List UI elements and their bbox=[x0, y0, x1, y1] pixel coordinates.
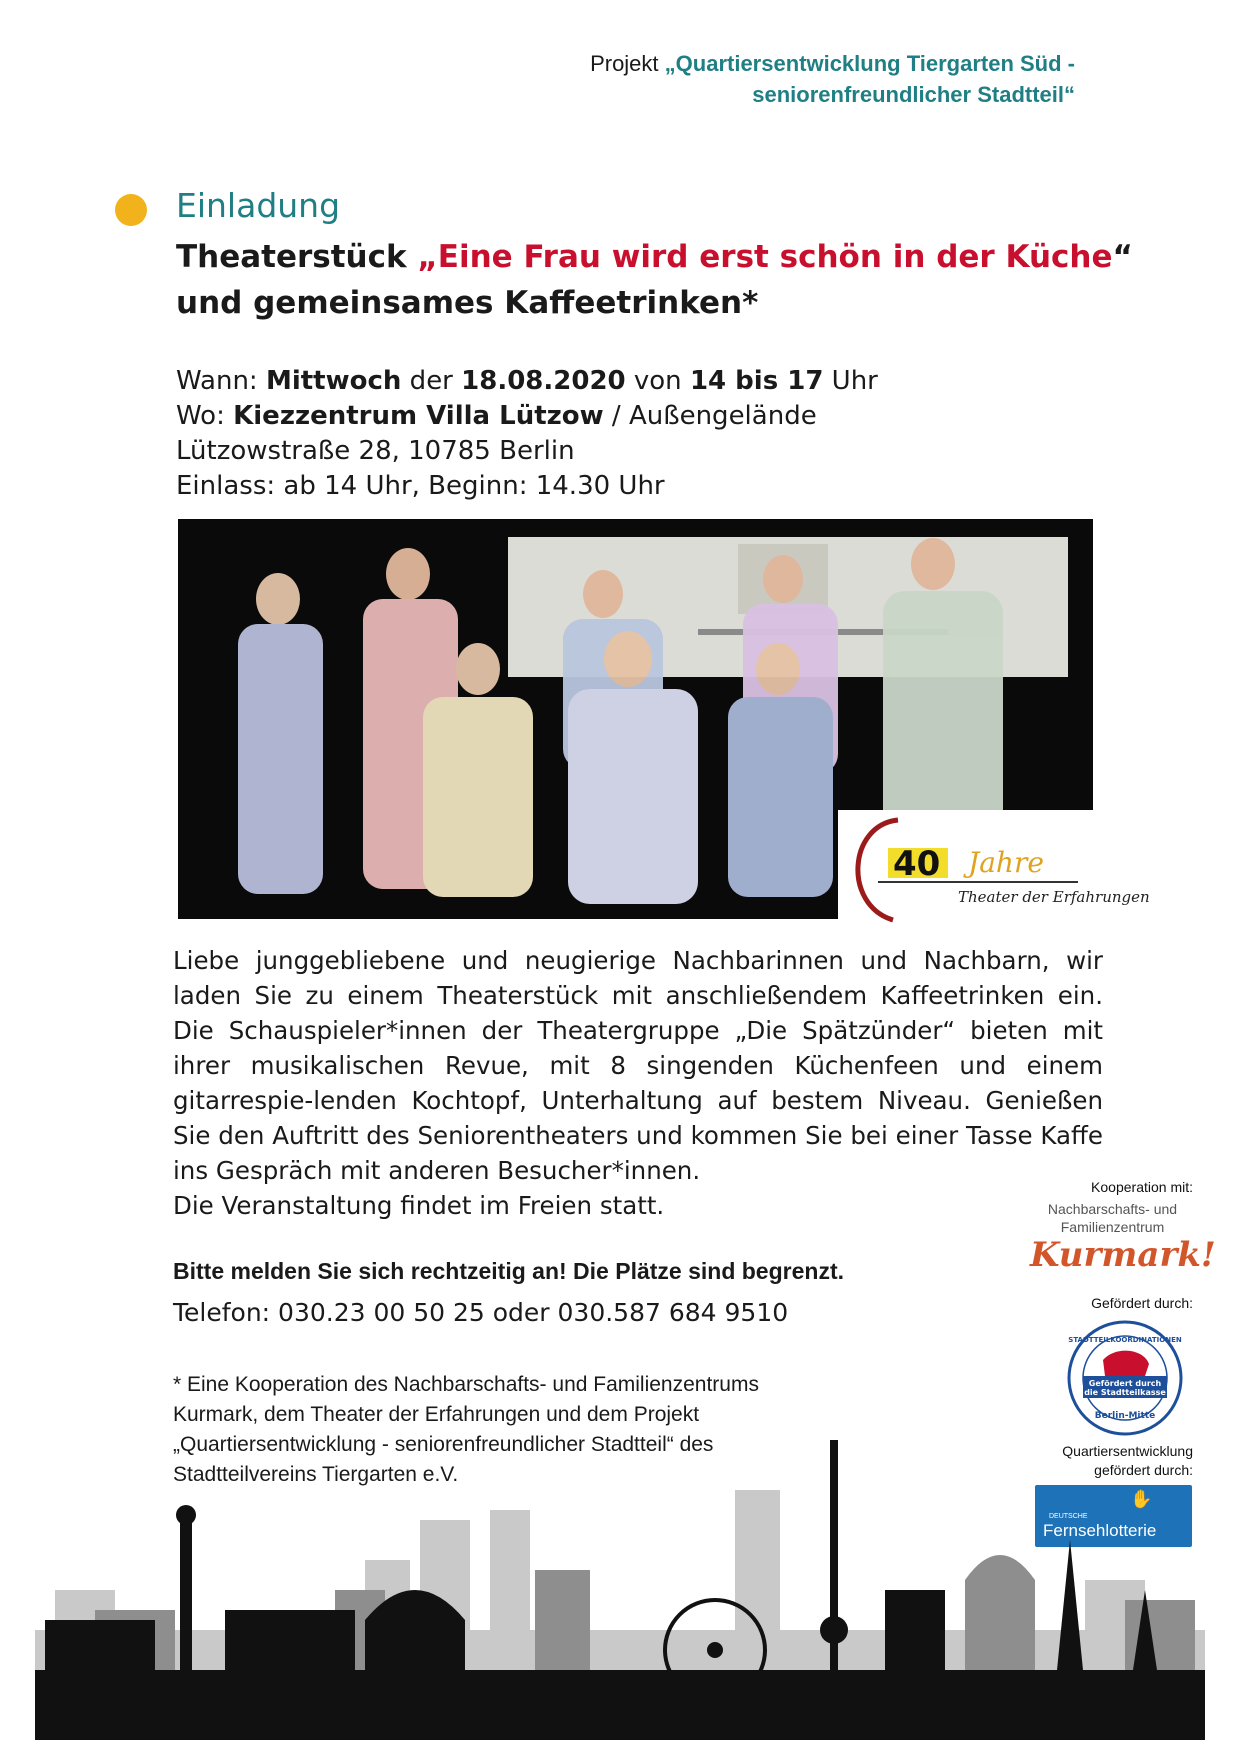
when-uhr: Uhr bbox=[823, 366, 878, 396]
header-line2: seniorenfreundlicher Stadtteil“ bbox=[752, 82, 1075, 107]
when-label: Wann: bbox=[176, 366, 266, 396]
phone-line: Telefon: 030.23 00 50 25 oder 030.587 684 9510 bbox=[173, 1298, 789, 1327]
berlin-skyline bbox=[35, 1440, 1205, 1740]
bullet-dot bbox=[115, 194, 147, 226]
where-label: Wo: bbox=[176, 401, 234, 431]
when-der: der bbox=[401, 366, 462, 396]
header-line1: „Quartiersentwicklung Tiergarten Süd - bbox=[664, 51, 1075, 76]
body-paragraph-1: Liebe junggebliebene und neugierige Nachbarinnen und Nachbarn, wir laden Sie zu einem Theaterstück mit anschließendem Kaffeetrinken ein. Die Schauspieler*innen der Theatergruppe „Die Spätzünder“ bieten mit ihrer musikalischen Revue, mit 8 singenden Küchenfeen und einem gitarrespie-lenden Kochtopf, Unterhaltung auf bestem Niveau. Genießen Sie den Auftritt des Seniorentheaters und kommen Sie bei einer Tasse Kaffe ins Gespräch mit anderen Besucher*innen. bbox=[173, 946, 1103, 1185]
when-date: 18.08.2020 bbox=[461, 366, 626, 396]
address-line: Lützowstraße 28, 10785 Berlin bbox=[176, 436, 575, 466]
logo-theater: Theater der Erfahrungen bbox=[958, 888, 1150, 906]
logo-jahre: Jahre bbox=[968, 846, 1044, 879]
seal-band-1: Gefördert durch bbox=[1088, 1379, 1162, 1388]
kurmark-line1: Nachbarschafts- und bbox=[1047, 1201, 1178, 1217]
kurmark-line2: Familienzentrum bbox=[1060, 1219, 1165, 1235]
title-close-quote: “ bbox=[1112, 239, 1133, 275]
event-details bbox=[176, 364, 878, 504]
kurmark-name: Kurmark! bbox=[1030, 1235, 1216, 1275]
when-von: von bbox=[625, 366, 690, 396]
footnote: * Eine Kooperation des Nachbarschafts- und Familienzentrums Kurmark, dem Theater der Erfahrungen und dem Projekt „Quartiersentwicklung - seniorenfreundlicher Stadtteil“ des Stadtteilvereins Tiergarten e.V. bbox=[173, 1373, 759, 1486]
where-place: Kiezzentrum Villa Lützow bbox=[233, 401, 604, 431]
hand-icon: ✋ bbox=[1130, 1489, 1153, 1510]
title-play-name: „Eine Frau wird erst schön in der Küche bbox=[417, 239, 1113, 275]
seal-ring-bottom: Berlin-Mitte bbox=[1094, 1411, 1156, 1421]
header-prefix: Projekt bbox=[590, 51, 665, 76]
title-prefix: Theaterstück bbox=[176, 239, 418, 275]
project-header bbox=[590, 48, 1075, 110]
where-rest: / Außengelände bbox=[603, 401, 817, 431]
registration-callout: Bitte melden Sie sich rechtzeitig an! Die Plätze sind begrenzt. bbox=[173, 1258, 844, 1284]
invitation-body bbox=[173, 943, 1103, 1223]
when-day: Mittwoch bbox=[265, 366, 402, 396]
where-line bbox=[176, 399, 878, 434]
kurmark-logo bbox=[1030, 1200, 1216, 1280]
qe-label-1: Quartiersentwicklung bbox=[1062, 1443, 1193, 1459]
invite-label: Einladung bbox=[176, 186, 341, 225]
koop-label: Kooperation mit: bbox=[1091, 1179, 1193, 1195]
gefoerdert-label: Gefördert durch: bbox=[1091, 1295, 1193, 1311]
seal-graphic bbox=[1065, 1318, 1185, 1438]
seal-band-2: die Stadtteilkasse bbox=[1084, 1388, 1166, 1397]
event-title bbox=[176, 234, 1133, 326]
title-line2: und gemeinsames Kaffeetrinken* bbox=[176, 285, 759, 321]
seal-ring-top: STADTTEILKOORDINATIONEN bbox=[1068, 1336, 1182, 1344]
body-paragraph-2: Die Veranstaltung findet im Freien statt. bbox=[173, 1191, 665, 1220]
when-line bbox=[176, 364, 878, 399]
when-time: 14 bis 17 bbox=[689, 366, 824, 396]
entry-line: Einlass: ab 14 Uhr, Beginn: 14.30 Uhr bbox=[176, 471, 665, 501]
fs-name: Fernsehlotterie bbox=[1043, 1521, 1157, 1540]
stadtteilkasse-seal bbox=[1065, 1318, 1185, 1438]
logo-40-graphic bbox=[838, 810, 1173, 930]
skyline-graphic bbox=[35, 1440, 1205, 1740]
logo-number: 40 bbox=[893, 844, 941, 884]
theater-anniversary-logo bbox=[838, 810, 1173, 930]
fs-small: DEUTSCHE bbox=[1049, 1513, 1088, 1520]
qe-label-2: gefördert durch: bbox=[1094, 1462, 1193, 1478]
